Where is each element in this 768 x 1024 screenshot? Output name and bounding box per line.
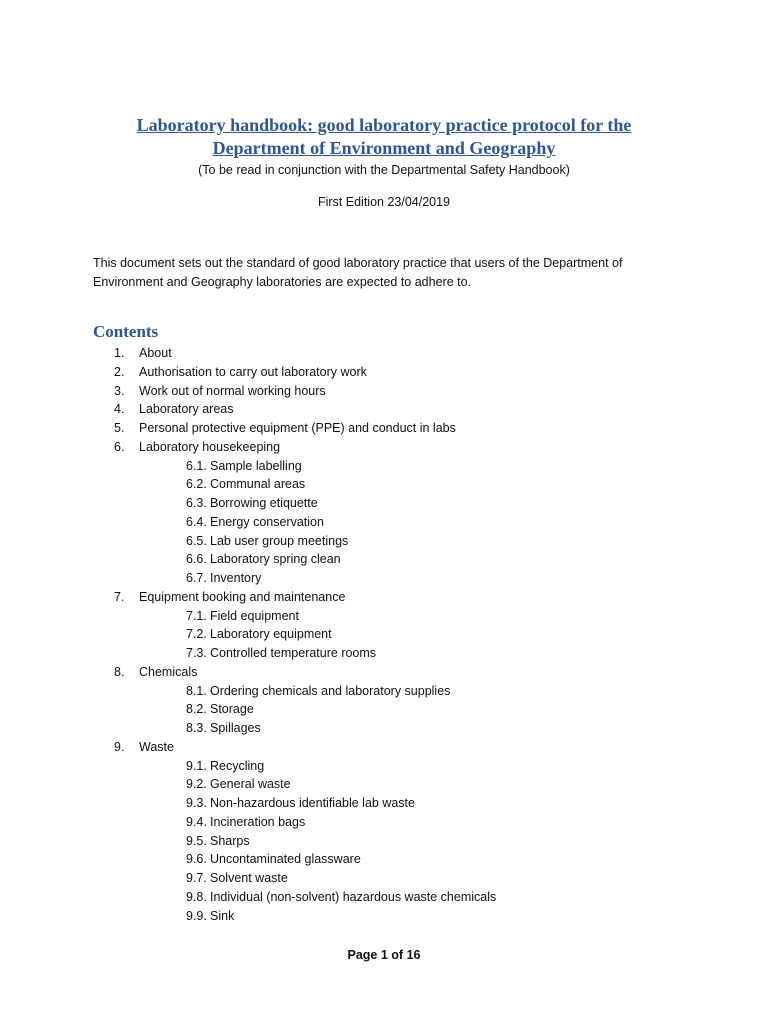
toc-subitem[interactable] xyxy=(0,457,768,476)
toc-item-number: 8.3. xyxy=(186,721,207,735)
toc-item-number: 9.7. xyxy=(186,871,207,885)
toc-item-number: 9.4. xyxy=(186,814,207,829)
toc-subitem[interactable] xyxy=(0,513,768,532)
toc-item-number: 4. xyxy=(114,402,125,417)
toc-item-number: 6.2. xyxy=(186,477,207,492)
toc-item-number: 6.6. xyxy=(186,552,207,567)
toc-item-number: 1. xyxy=(114,346,125,360)
toc-item-label: Lab user group meetings xyxy=(210,533,349,548)
toc-subitem[interactable] xyxy=(0,850,768,869)
toc-item-number: 8.2. xyxy=(186,702,207,717)
toc-item-label: About xyxy=(139,346,172,360)
page-number-label xyxy=(347,948,420,962)
toc-item-label: Storage xyxy=(210,702,254,717)
toc-subitem[interactable] xyxy=(0,794,768,813)
toc-item-number: 9.6. xyxy=(186,852,207,867)
toc-item-label: Communal areas xyxy=(210,477,306,492)
toc-item-label: Inventory xyxy=(210,571,262,585)
toc-item-number: 9.8. xyxy=(186,889,207,904)
toc-item-label: Laboratory housekeeping xyxy=(139,439,281,454)
toc-item-number: 7.3. xyxy=(186,646,207,660)
toc-item[interactable] xyxy=(0,419,768,438)
toc-subitem[interactable] xyxy=(0,869,768,888)
toc-item-label: Recycling xyxy=(210,758,265,773)
intro-paragraph xyxy=(93,254,683,292)
toc-item-number: 7. xyxy=(114,589,125,604)
toc-item-label: Personal protective equipment (PPE) and conduct in labs xyxy=(139,421,456,435)
toc-item-number: 6.5. xyxy=(186,533,207,548)
toc-item[interactable] xyxy=(0,400,768,419)
toc-item-number: 9.9. xyxy=(186,908,207,923)
document-title xyxy=(0,114,768,160)
toc-item-number: 8.1. xyxy=(186,683,207,698)
toc-item-label: Ordering chemicals and laboratory supplies xyxy=(210,683,451,698)
toc-item-number: 6.1. xyxy=(186,458,207,473)
toc-subitem[interactable] xyxy=(0,888,768,907)
toc-item-label: Borrowing etiquette xyxy=(210,496,318,510)
toc-item[interactable] xyxy=(0,382,768,401)
toc-item-label: Energy conservation xyxy=(210,514,324,529)
toc-item-number: 6.3. xyxy=(186,496,207,510)
toc-item-label: Incineration bags xyxy=(210,814,306,829)
toc-item-number: 7.1. xyxy=(186,608,207,623)
edition-line: First Edition 23/04/2019 xyxy=(317,195,451,209)
page-prefix: Page xyxy=(347,948,378,962)
toc-subitem[interactable] xyxy=(0,832,768,851)
toc-item-label: Field equipment xyxy=(210,608,299,623)
toc-item-number: 9. xyxy=(114,739,125,754)
title-line-1: Laboratory handbook: good laboratory practice protocol for the xyxy=(136,115,632,135)
toc-subitem[interactable] xyxy=(0,719,768,738)
toc-item-number: 9.5. xyxy=(186,833,207,848)
toc-item-label: Laboratory spring clean xyxy=(210,552,341,567)
toc-subitem[interactable] xyxy=(0,775,768,794)
toc-item[interactable] xyxy=(0,663,768,682)
toc-subitem[interactable] xyxy=(0,494,768,513)
contents-heading: Contents xyxy=(93,322,159,341)
toc-subitem[interactable] xyxy=(0,475,768,494)
toc-subitem[interactable] xyxy=(0,907,768,926)
toc-subitem[interactable] xyxy=(0,813,768,832)
toc-item[interactable] xyxy=(0,438,768,457)
page-total: 16 xyxy=(406,948,421,962)
table-of-contents xyxy=(0,344,768,925)
toc-subitem[interactable] xyxy=(0,644,768,663)
toc-item-label: Sharps xyxy=(210,833,250,848)
toc-item-label: Laboratory equipment xyxy=(210,627,332,642)
toc-item-label: Waste xyxy=(139,739,174,754)
toc-item-label: Uncontaminated glassware xyxy=(210,852,361,867)
intro-line-1: This document sets out the standard of good laboratory practice that users of the Department of xyxy=(93,256,623,270)
toc-subitem[interactable] xyxy=(0,550,768,569)
page-footer xyxy=(0,946,768,964)
toc-item-number: 6.4. xyxy=(186,514,207,529)
toc-item-number: 6. xyxy=(114,439,125,454)
toc-item-number: 9.2. xyxy=(186,777,207,792)
toc-item-number: 2. xyxy=(114,364,125,379)
toc-item-label: General waste xyxy=(210,777,291,792)
toc-item-label: Laboratory areas xyxy=(139,402,234,417)
document-subtitle: (To be read in conjunction with the Departmental Safety Handbook) xyxy=(198,163,570,177)
toc-item-label: Equipment booking and maintenance xyxy=(139,589,346,604)
toc-item[interactable] xyxy=(0,363,768,382)
toc-item-label: Chemicals xyxy=(139,664,198,679)
toc-subitem[interactable] xyxy=(0,607,768,626)
toc-item-number: 9.3. xyxy=(186,796,207,810)
toc-item[interactable] xyxy=(0,738,768,757)
toc-subitem[interactable] xyxy=(0,625,768,644)
toc-subitem[interactable] xyxy=(0,757,768,776)
toc-item-number: 7.2. xyxy=(186,627,207,642)
toc-item-label: Work out of normal working hours xyxy=(139,383,326,398)
title-line-2: Department of Environment and Geography xyxy=(212,138,556,158)
toc-item-number: 6.7. xyxy=(186,571,207,585)
intro-line-2: Environment and Geography laboratories are expected to adhere to. xyxy=(93,275,472,289)
toc-item-label: Non-hazardous identifiable lab waste xyxy=(210,796,415,810)
toc-item-number: 9.1. xyxy=(186,758,207,773)
toc-item-number: 3. xyxy=(114,383,125,398)
toc-item-number: 5. xyxy=(114,421,125,435)
toc-subitem[interactable] xyxy=(0,682,768,701)
page-current: 1 xyxy=(380,948,388,962)
toc-item-label: Solvent waste xyxy=(210,871,288,885)
toc-item-label: Individual (non-solvent) hazardous waste chemicals xyxy=(210,889,497,904)
page-of: of xyxy=(391,948,404,962)
toc-item[interactable] xyxy=(0,588,768,607)
toc-item-label: Spillages xyxy=(210,721,261,735)
toc-subitem[interactable] xyxy=(0,700,768,719)
toc-item[interactable] xyxy=(0,344,768,363)
toc-item-label: Sample labelling xyxy=(210,458,302,473)
toc-item-label: Controlled temperature rooms xyxy=(210,646,377,660)
toc-item-number: 8. xyxy=(114,664,125,679)
toc-subitem[interactable] xyxy=(0,532,768,551)
toc-item-label: Sink xyxy=(210,908,235,923)
toc-item-label: Authorisation to carry out laboratory work xyxy=(139,364,367,379)
toc-subitem[interactable] xyxy=(0,569,768,588)
